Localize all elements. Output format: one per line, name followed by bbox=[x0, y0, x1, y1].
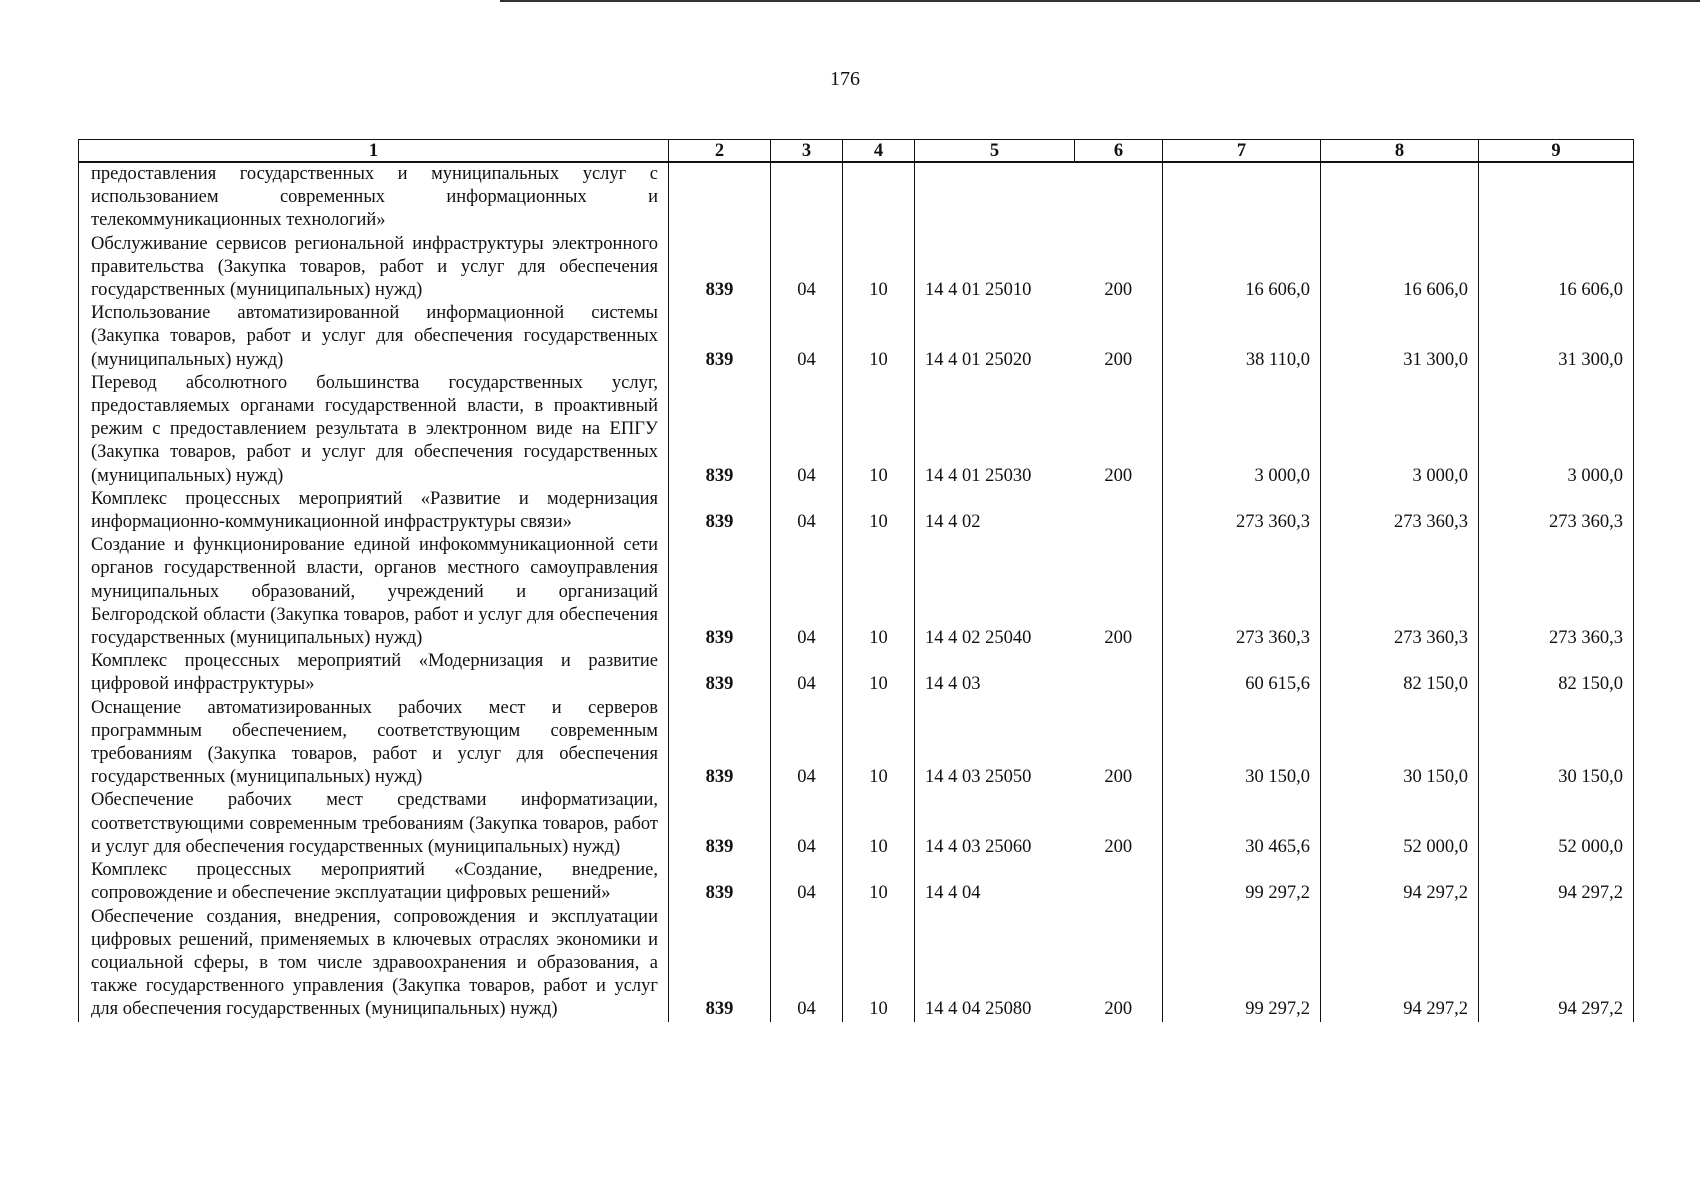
cell-col-4: 10 bbox=[843, 233, 915, 303]
cell-col-3: 04 bbox=[771, 859, 843, 905]
cell-col-3: 04 bbox=[771, 372, 843, 488]
table-row bbox=[79, 162, 1634, 233]
cell-col-9: 94 297,2 bbox=[1479, 859, 1634, 905]
cell-col-9: 94 297,2 bbox=[1479, 906, 1634, 1022]
table-header bbox=[79, 140, 1634, 163]
cell-col-3: 04 bbox=[771, 789, 843, 859]
cell-col-4: 10 bbox=[843, 372, 915, 488]
cell-col-4: 10 bbox=[843, 534, 915, 650]
cell-col-3 bbox=[771, 162, 843, 233]
cell-col-7: 30 150,0 bbox=[1163, 697, 1321, 790]
cell-col-7: 3 000,0 bbox=[1163, 372, 1321, 488]
row-description: Комплекс процессных мероприятий «Создание, внедрение, сопровождение и обеспечение эксплуатации цифровых решений» bbox=[79, 859, 669, 905]
scan-top-rule bbox=[500, 0, 1700, 2]
cell-col-9: 273 360,3 bbox=[1479, 488, 1634, 534]
cell-col-2: 839 bbox=[669, 488, 771, 534]
cell-col-5: 14 4 02 bbox=[925, 512, 981, 533]
cell-col-3: 04 bbox=[771, 488, 843, 534]
cell-col-8: 31 300,0 bbox=[1321, 302, 1479, 372]
cell-col-3: 04 bbox=[771, 233, 843, 303]
cell-col-4: 10 bbox=[843, 650, 915, 696]
cell-col-8: 3 000,0 bbox=[1321, 372, 1479, 488]
row-description: Создание и функционирование единой инфокоммуникационной сети органов государственной власти, органов местного самоуправления муниципальных образований, учреждений и организаций Белгородской области (Закупка товаров, работ и услуг для обеспечения государственных (муниципальных) нужд) bbox=[79, 534, 669, 650]
column-header-9: 9 bbox=[1479, 140, 1634, 163]
cell-col-5: 14 4 02 25040 bbox=[925, 628, 1032, 649]
cell-col-8: 273 360,3 bbox=[1321, 534, 1479, 650]
table-row bbox=[79, 650, 1634, 696]
cell-col-8 bbox=[1321, 162, 1479, 233]
cell-col-9: 82 150,0 bbox=[1479, 650, 1634, 696]
cell-col-7: 99 297,2 bbox=[1163, 859, 1321, 905]
cell-col-8: 52 000,0 bbox=[1321, 789, 1479, 859]
cell-col-5: 14 4 01 25020 bbox=[925, 349, 1032, 370]
column-header-5: 5 bbox=[915, 140, 1075, 163]
table-row bbox=[79, 697, 1634, 790]
row-description: Оснащение автоматизированных рабочих мест и серверов программным обеспечением, соответствующим современным требованиям (Закупка товаров, работ и услуг для обеспечения государственных (муниципальных) нужд) bbox=[79, 697, 669, 790]
cell-col-2: 839 bbox=[669, 789, 771, 859]
table-row bbox=[79, 906, 1634, 1022]
row-description: Комплекс процессных мероприятий «Развитие и модернизация информационно-коммуникационной инфраструктуры связи» bbox=[79, 488, 669, 534]
cell-col-3: 04 bbox=[771, 650, 843, 696]
row-description: Комплекс процессных мероприятий «Модернизация и развитие цифровой инфраструктуры» bbox=[79, 650, 669, 696]
table-row bbox=[79, 789, 1634, 859]
cell-col-9: 273 360,3 bbox=[1479, 534, 1634, 650]
cell-col-7: 30 465,6 bbox=[1163, 789, 1321, 859]
cell-col-7: 60 615,6 bbox=[1163, 650, 1321, 696]
cell-col-6: 200 bbox=[1075, 534, 1163, 650]
cell-col-3: 04 bbox=[771, 697, 843, 790]
row-description: предоставления государственных и муниципальных услуг с использованием современных информационных и телекоммуникационных технологий» bbox=[79, 162, 669, 233]
cell-col-4: 10 bbox=[843, 302, 915, 372]
cell-col-7: 273 360,3 bbox=[1163, 488, 1321, 534]
column-header-7: 7 bbox=[1163, 140, 1321, 163]
cell-col-4: 10 bbox=[843, 488, 915, 534]
cell-col-3: 04 bbox=[771, 302, 843, 372]
row-description: Обеспечение рабочих мест средствами информатизации, соответствующими современным требованиям (Закупка товаров, работ и услуг для обеспечения государственных (муниципальных) нужд) bbox=[79, 789, 669, 859]
cell-col-6 bbox=[1075, 162, 1163, 233]
row-description: Использование автоматизированной информационной системы (Закупка товаров, работ и услуг для обеспечения государственных (муниципальных) нужд) bbox=[79, 302, 669, 372]
cell-col-5: 14 4 01 25030 bbox=[925, 465, 1032, 486]
cell-col-4: 10 bbox=[843, 906, 915, 1022]
budget-table bbox=[78, 139, 1634, 1022]
table-row bbox=[79, 302, 1634, 372]
cell-col-6: 200 bbox=[1075, 697, 1163, 790]
column-header-3: 3 bbox=[771, 140, 843, 163]
cell-col-7: 38 110,0 bbox=[1163, 302, 1321, 372]
table-row bbox=[79, 534, 1634, 650]
cell-col-2: 839 bbox=[669, 859, 771, 905]
cell-col-8: 82 150,0 bbox=[1321, 650, 1479, 696]
column-header-1: 1 bbox=[79, 140, 669, 163]
table-body bbox=[79, 162, 1634, 1022]
table-row bbox=[79, 372, 1634, 488]
page-number: 176 bbox=[830, 68, 860, 90]
cell-col-2: 839 bbox=[669, 650, 771, 696]
row-description: Перевод абсолютного большинства государственных услуг, предоставляемых органами государственной власти, в проактивный режим с предоставлением результата в электронном виде на ЕПГУ (Закупка товаров, работ и услуг для обеспечения государственных (муниципальных) нужд) bbox=[79, 372, 669, 488]
cell-col-8: 94 297,2 bbox=[1321, 859, 1479, 905]
cell-col-3: 04 bbox=[771, 906, 843, 1022]
cell-col-2: 839 bbox=[669, 906, 771, 1022]
cell-col-7: 16 606,0 bbox=[1163, 233, 1321, 303]
cell-col-6: 200 bbox=[1075, 789, 1163, 859]
cell-col-9: 52 000,0 bbox=[1479, 789, 1634, 859]
cell-col-5: 14 4 04 25080 bbox=[925, 999, 1032, 1020]
cell-col-8: 16 606,0 bbox=[1321, 233, 1479, 303]
cell-col-6 bbox=[1075, 859, 1163, 905]
cell-col-5: 14 4 01 25010 bbox=[925, 280, 1032, 301]
cell-col-7: 99 297,2 bbox=[1163, 906, 1321, 1022]
cell-col-5: 14 4 04 bbox=[925, 883, 981, 904]
cell-col-5: 14 4 03 25050 bbox=[925, 767, 1032, 788]
cell-col-2: 839 bbox=[669, 534, 771, 650]
cell-col-8: 94 297,2 bbox=[1321, 906, 1479, 1022]
cell-col-5 bbox=[915, 162, 1075, 233]
cell-col-2: 839 bbox=[669, 302, 771, 372]
cell-col-4 bbox=[843, 162, 915, 233]
cell-col-2: 839 bbox=[669, 233, 771, 303]
table-row bbox=[79, 488, 1634, 534]
cell-col-6: 200 bbox=[1075, 372, 1163, 488]
column-header-8: 8 bbox=[1321, 140, 1479, 163]
cell-col-9: 16 606,0 bbox=[1479, 233, 1634, 303]
header-row bbox=[79, 140, 1634, 163]
cell-col-6 bbox=[1075, 650, 1163, 696]
cell-col-8: 273 360,3 bbox=[1321, 488, 1479, 534]
table-row bbox=[79, 859, 1634, 905]
cell-col-3: 04 bbox=[771, 534, 843, 650]
cell-col-7 bbox=[1163, 162, 1321, 233]
cell-col-7: 273 360,3 bbox=[1163, 534, 1321, 650]
cell-col-9: 3 000,0 bbox=[1479, 372, 1634, 488]
cell-col-6: 200 bbox=[1075, 302, 1163, 372]
cell-col-5: 14 4 03 25060 bbox=[925, 836, 1032, 857]
cell-col-6 bbox=[1075, 488, 1163, 534]
cell-col-4: 10 bbox=[843, 789, 915, 859]
cell-col-6: 200 bbox=[1075, 233, 1163, 303]
cell-col-8: 30 150,0 bbox=[1321, 697, 1479, 790]
column-header-6: 6 bbox=[1075, 140, 1163, 163]
cell-col-9: 31 300,0 bbox=[1479, 302, 1634, 372]
row-description: Обеспечение создания, внедрения, сопровождения и эксплуатации цифровых решений, применяемых в ключевых отраслях экономики и социальной сферы, в том числе здравоохранения и образования, а также государственного управления (Закупка товаров, работ и услуг для обеспечения государственных (муниципальных) нужд) bbox=[79, 906, 669, 1022]
cell-col-6: 200 bbox=[1075, 906, 1163, 1022]
cell-col-9: 30 150,0 bbox=[1479, 697, 1634, 790]
table-row bbox=[79, 233, 1634, 303]
cell-col-5: 14 4 03 bbox=[925, 674, 981, 695]
column-header-2: 2 bbox=[669, 140, 771, 163]
cell-col-2: 839 bbox=[669, 372, 771, 488]
cell-col-9 bbox=[1479, 162, 1634, 233]
row-description: Обслуживание сервисов региональной инфраструктуры электронного правительства (Закупка товаров, работ и услуг для обеспечения государственных (муниципальных) нужд) bbox=[79, 233, 669, 303]
cell-col-2: 839 bbox=[669, 697, 771, 790]
column-header-4: 4 bbox=[843, 140, 915, 163]
cell-col-2 bbox=[669, 162, 771, 233]
cell-col-4: 10 bbox=[843, 697, 915, 790]
cell-col-4: 10 bbox=[843, 859, 915, 905]
